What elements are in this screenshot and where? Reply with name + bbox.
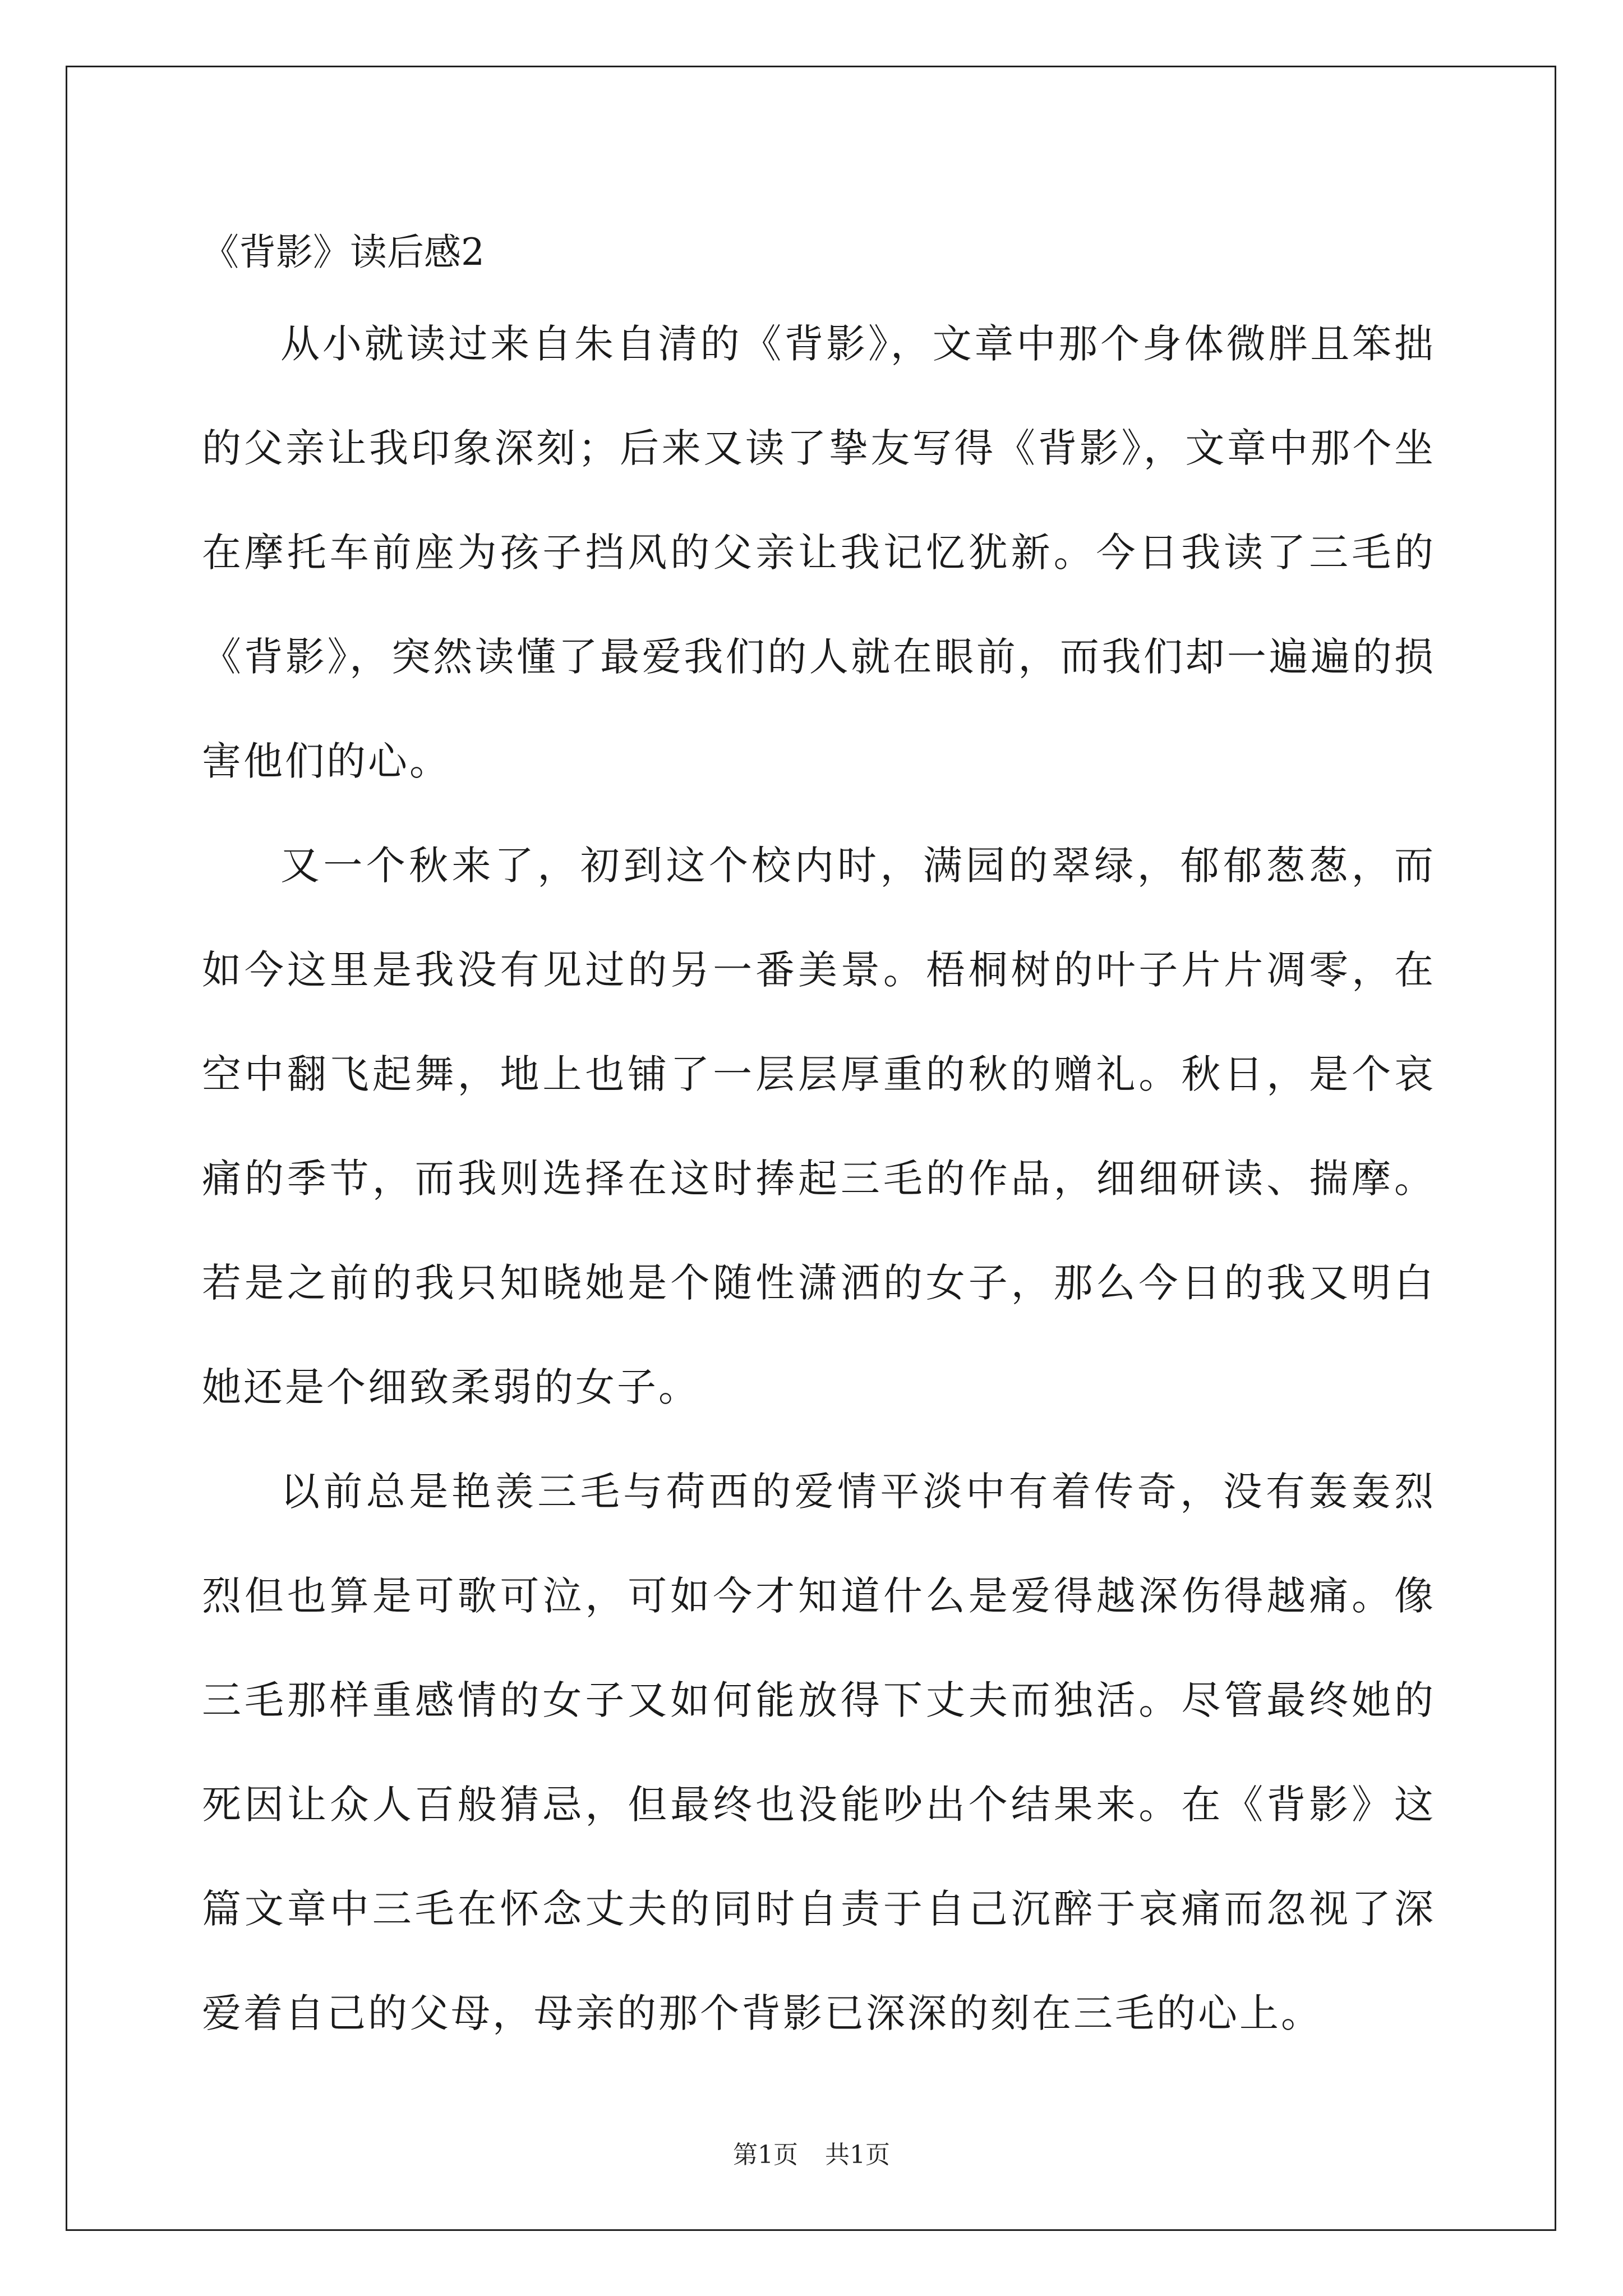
document-title: 《背影》读后感2 xyxy=(202,231,485,274)
paragraph-3: 以前总是艳羡三毛与荷西的爱情平淡中有着传奇，没有轰轰烈烈但也算是可歌可泣，可如今才知道什么是爱得越深伤得越痛。像三毛那样重感情的女子又如何能放得下丈夫而独活。尽管最终她的死因让众人百般猜忌，但最终也没能吵出个结果来。在《背影》这篇文章中三毛在怀念丈夫的同时自责于自己沉醉于哀痛而忽视了深爱着自己的父母，母亲的那个背影已深深的刻在三毛的心上。 xyxy=(202,1469,1436,2036)
page-footer xyxy=(0,2134,1623,2170)
page-number-total: 共1页 xyxy=(825,2141,890,2169)
paragraph-1: 从小就读过来自朱自清的《背影》，文章中那个身体微胖且笨拙的父亲让我印象深刻；后来又读了挚友写得《背影》，文章中那个坐在摩托车前座为孩子挡风的父亲让我记忆犹新。今日我读了三毛的《背影》，突然读懂了最爱我们的人就在眼前，而我们却一遍遍的损害他们的心。 xyxy=(202,321,1436,784)
page-number-current: 第1页 xyxy=(733,2141,798,2169)
document-body xyxy=(202,213,1436,2065)
paragraph-2: 又一个秋来了，初到这个校内时，满园的翠绿，郁郁葱葱，而如今这里是我没有见过的另一番美景。梧桐树的叶子片片凋零，在空中翻飞起舞，地上也铺了一层层厚重的秋的赠礼。秋日，是个哀痛的季节，而我则选择在这时捧起三毛的作品，细细研读、揣摩。若是之前的我只知晓她是个随性潇洒的女子，那么今日的我又明白她还是个细致柔弱的女子。 xyxy=(202,843,1436,1410)
